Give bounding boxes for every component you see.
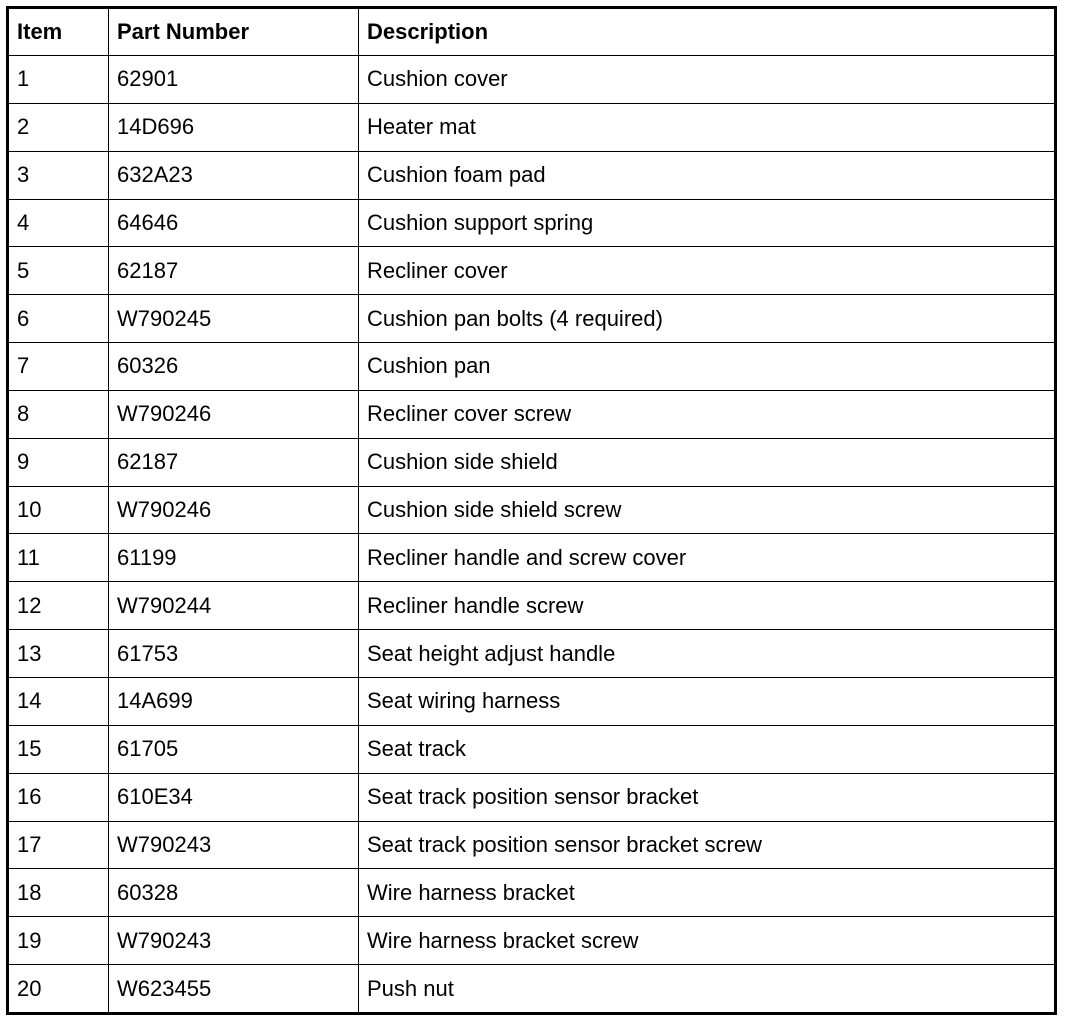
cell-description: Recliner handle and screw cover bbox=[359, 534, 1056, 582]
table-row bbox=[8, 725, 1056, 773]
table-row bbox=[8, 965, 1056, 1014]
cell-item: 1 bbox=[8, 56, 109, 104]
cell-item: 2 bbox=[8, 103, 109, 151]
cell-description: Cushion cover bbox=[359, 56, 1056, 104]
table-row bbox=[8, 534, 1056, 582]
cell-part-number: 632A23 bbox=[109, 151, 359, 199]
cell-item: 14 bbox=[8, 677, 109, 725]
table-body bbox=[8, 56, 1056, 1014]
table-row bbox=[8, 582, 1056, 630]
cell-description: Seat height adjust handle bbox=[359, 630, 1056, 678]
cell-part-number: W790246 bbox=[109, 390, 359, 438]
cell-description: Cushion side shield bbox=[359, 438, 1056, 486]
table-row bbox=[8, 247, 1056, 295]
parts-table bbox=[6, 6, 1057, 1015]
cell-item: 5 bbox=[8, 247, 109, 295]
cell-part-number: 62187 bbox=[109, 438, 359, 486]
cell-item: 20 bbox=[8, 965, 109, 1014]
cell-part-number: 610E34 bbox=[109, 773, 359, 821]
cell-description: Seat track position sensor bracket bbox=[359, 773, 1056, 821]
cell-part-number: W623455 bbox=[109, 965, 359, 1014]
table-row bbox=[8, 103, 1056, 151]
cell-description: Cushion pan bolts (4 required) bbox=[359, 295, 1056, 343]
table-row bbox=[8, 486, 1056, 534]
header-row bbox=[8, 8, 1056, 56]
cell-description: Seat wiring harness bbox=[359, 677, 1056, 725]
cell-description: Recliner handle screw bbox=[359, 582, 1056, 630]
cell-description: Cushion side shield screw bbox=[359, 486, 1056, 534]
cell-part-number: 64646 bbox=[109, 199, 359, 247]
table-row bbox=[8, 390, 1056, 438]
cell-part-number: W790244 bbox=[109, 582, 359, 630]
cell-description: Wire harness bracket screw bbox=[359, 917, 1056, 965]
header-part-number: Part Number bbox=[109, 8, 359, 56]
cell-item: 6 bbox=[8, 295, 109, 343]
cell-part-number: W790245 bbox=[109, 295, 359, 343]
cell-description: Cushion foam pad bbox=[359, 151, 1056, 199]
cell-item: 3 bbox=[8, 151, 109, 199]
cell-item: 15 bbox=[8, 725, 109, 773]
cell-description: Wire harness bracket bbox=[359, 869, 1056, 917]
cell-description: Cushion pan bbox=[359, 343, 1056, 391]
cell-part-number: W790246 bbox=[109, 486, 359, 534]
table-row bbox=[8, 677, 1056, 725]
table-header bbox=[8, 8, 1056, 56]
table-row bbox=[8, 56, 1056, 104]
cell-item: 10 bbox=[8, 486, 109, 534]
cell-part-number: 61753 bbox=[109, 630, 359, 678]
cell-item: 12 bbox=[8, 582, 109, 630]
table-row bbox=[8, 869, 1056, 917]
cell-part-number: W790243 bbox=[109, 821, 359, 869]
cell-description: Recliner cover screw bbox=[359, 390, 1056, 438]
table-row bbox=[8, 151, 1056, 199]
cell-part-number: 61199 bbox=[109, 534, 359, 582]
cell-item: 18 bbox=[8, 869, 109, 917]
cell-description: Push nut bbox=[359, 965, 1056, 1014]
cell-item: 13 bbox=[8, 630, 109, 678]
table-row bbox=[8, 917, 1056, 965]
cell-part-number: 60326 bbox=[109, 343, 359, 391]
cell-description: Recliner cover bbox=[359, 247, 1056, 295]
cell-item: 8 bbox=[8, 390, 109, 438]
table-row bbox=[8, 821, 1056, 869]
header-item: Item bbox=[8, 8, 109, 56]
cell-part-number: 14D696 bbox=[109, 103, 359, 151]
cell-item: 17 bbox=[8, 821, 109, 869]
table-row bbox=[8, 630, 1056, 678]
cell-description: Heater mat bbox=[359, 103, 1056, 151]
table-row bbox=[8, 343, 1056, 391]
header-description: Description bbox=[359, 8, 1056, 56]
table-row bbox=[8, 199, 1056, 247]
cell-item: 11 bbox=[8, 534, 109, 582]
cell-part-number: W790243 bbox=[109, 917, 359, 965]
cell-part-number: 14A699 bbox=[109, 677, 359, 725]
table-row bbox=[8, 295, 1056, 343]
cell-part-number: 60328 bbox=[109, 869, 359, 917]
cell-description: Cushion support spring bbox=[359, 199, 1056, 247]
cell-part-number: 62187 bbox=[109, 247, 359, 295]
cell-item: 16 bbox=[8, 773, 109, 821]
cell-item: 4 bbox=[8, 199, 109, 247]
cell-description: Seat track position sensor bracket screw bbox=[359, 821, 1056, 869]
cell-part-number: 61705 bbox=[109, 725, 359, 773]
cell-part-number: 62901 bbox=[109, 56, 359, 104]
cell-item: 9 bbox=[8, 438, 109, 486]
table-row bbox=[8, 773, 1056, 821]
cell-description: Seat track bbox=[359, 725, 1056, 773]
table-row bbox=[8, 438, 1056, 486]
cell-item: 19 bbox=[8, 917, 109, 965]
cell-item: 7 bbox=[8, 343, 109, 391]
